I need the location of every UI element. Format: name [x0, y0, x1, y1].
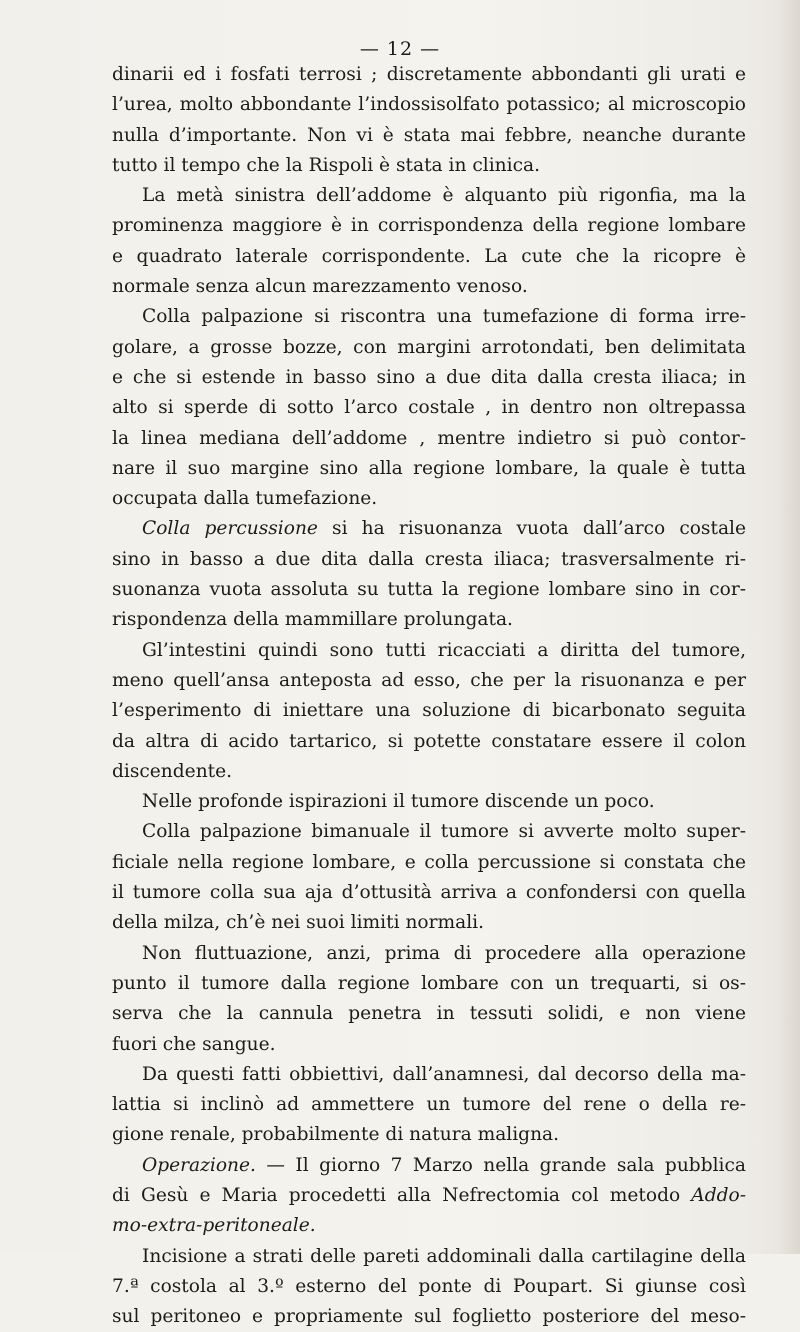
text-line: [112, 999, 746, 1029]
line-text: golare, a grosse bozze, con margini arrotondati, ben delimitata: [112, 336, 746, 358]
text-line: [112, 1120, 746, 1150]
text-line: [112, 878, 746, 908]
line-text: della milza, ch’è nei suoi limiti normali.: [112, 912, 485, 934]
line-text: — Il giorno 7 Marzo nella grande sala pubblica: [255, 1154, 746, 1176]
text-line: [112, 424, 746, 454]
line-text: dinarii ed i fosfati terrosi ; discretamente abbondanti gli urati e: [112, 64, 746, 85]
line-text: rispondenza della mammillare prolungata.: [112, 609, 513, 631]
text-line: [112, 1211, 746, 1241]
text-line: [112, 757, 746, 787]
text-line: [112, 60, 746, 90]
line-text: suonanza vuota assoluta su tutta la regione lombare sino in cor-: [112, 579, 746, 601]
line-text: alto si sperde di sotto l’arco costale , in dentro non oltrepassa: [112, 397, 746, 419]
line-text: nulla d’importante. Non vi è stata mai febbre, neanche durante: [112, 124, 746, 146]
text-line: [112, 211, 746, 241]
line-text: la linea mediana dell’addome , mentre indietro si può contor-: [112, 427, 746, 449]
italic-text: mo-extra-peritoneale.: [112, 1215, 316, 1237]
line-text: tutto il tempo che la Rispoli è stata in clinica.: [112, 154, 541, 176]
line-text: prominenza maggiore è in corrispondenza della regione lombare: [112, 215, 746, 237]
text-line: [112, 242, 746, 272]
line-text: fuori che sangue.: [112, 1033, 276, 1055]
italic-text: Colla percussione: [142, 518, 318, 540]
text-line: [112, 90, 746, 120]
line-text: sino in basso a due dita dalla cresta iliaca; trasversalmente ri-: [112, 548, 746, 570]
line-text: ficiale nella regione lombare, e colla percussione si constata che: [112, 851, 746, 873]
line-text: La metà sinistra dell’addome è alquanto più rigonfia, ma la: [142, 185, 746, 207]
text-line: [112, 575, 746, 605]
text-line: [112, 605, 746, 635]
text-line: [112, 545, 746, 575]
line-text: 7.ª costola al 3.º esterno del ponte di Poupart. Si giunse così: [112, 1275, 746, 1297]
line-text: occupata dalla tumefazione.: [112, 488, 378, 510]
text-line: [112, 151, 746, 181]
body-text: [112, 60, 746, 1332]
line-text: punto il tumore dalla regione lombare con un trequarti, si os-: [112, 972, 746, 994]
line-text: Nelle profonde ispirazioni il tumore discende un poco.: [142, 791, 655, 813]
text-line: [112, 908, 746, 938]
page-edge-shadow: [778, 0, 800, 1254]
line-text: Da questi fatti obbiettivi, dall’anamnesi, dal decorso della ma-: [142, 1063, 746, 1085]
text-line: [112, 272, 746, 302]
text-line: [112, 302, 746, 332]
line-text: da altra di acido tartarico, si potette constatare essere il colon: [112, 730, 746, 752]
text-line: [112, 727, 746, 757]
text-line: [112, 696, 746, 726]
text-line: [112, 181, 746, 211]
line-text: il tumore colla sua aja d’ottusità arriva a confondersi con quella: [112, 882, 746, 904]
text-line: [112, 1302, 746, 1332]
text-line: [112, 363, 746, 393]
text-line: [112, 1242, 746, 1272]
text-line: [112, 1030, 746, 1060]
page-number: — 12 —: [359, 38, 441, 60]
line-text: e quadrato laterale corrispondente. La cute che la ricopre è: [112, 245, 746, 267]
text-line: [112, 1181, 746, 1211]
line-text: Incisione a strati delle pareti addominali dalla cartilagine della: [142, 1245, 746, 1267]
line-text: gione renale, probabilmente di natura maligna.: [112, 1124, 560, 1146]
text-line: [112, 848, 746, 878]
line-text: normale senza alcun marezzamento venoso.: [112, 276, 528, 298]
text-line: [112, 454, 746, 484]
text-line: [112, 393, 746, 423]
text-line: [112, 1272, 746, 1302]
text-line: [112, 514, 746, 544]
line-text: Gl’intestini quindi sono tutti ricacciati a diritta del tumore,: [142, 639, 746, 661]
text-line: [112, 1090, 746, 1120]
line-text: Colla palpazione bimanuale il tumore si avverte molto super-: [142, 821, 746, 843]
italic-text: Addo-: [691, 1184, 746, 1206]
italic-text: Operazione.: [142, 1154, 256, 1176]
line-text: l’esperimento di iniettare una soluzione di bicarbonato seguita: [112, 700, 746, 722]
text-line: [112, 1060, 746, 1090]
line-text: nare il suo margine sino alla regione lombare, la quale è tutta: [112, 457, 746, 479]
text-line: [112, 484, 746, 514]
line-text: discendente.: [112, 760, 233, 782]
text-line: [112, 787, 746, 817]
line-text: e che si estende in basso sino a due dita dalla cresta iliaca; in: [112, 366, 746, 388]
text-line: [112, 939, 746, 969]
line-text: lattia si inclinò ad ammettere un tumore del rene o della re-: [112, 1094, 746, 1116]
text-line: [112, 121, 746, 151]
text-line: [112, 666, 746, 696]
text-line: [112, 333, 746, 363]
text-line: [112, 1151, 746, 1181]
line-text: meno quell’ansa anteposta ad esso, che per la risuonanza e per: [112, 669, 746, 691]
line-text: di Gesù e Maria procedetti alla Nefrectomia col metodo: [112, 1184, 692, 1206]
text-line: [112, 636, 746, 666]
line-text: sul peritoneo e propriamente sul foglietto posteriore del meso-: [112, 1306, 746, 1328]
text-line: [112, 817, 746, 847]
line-text: Colla palpazione si riscontra una tumefazione di forma irre-: [142, 306, 746, 328]
text-line: [112, 969, 746, 999]
line-text: Non fluttuazione, anzi, prima di procedere alla operazione: [142, 942, 746, 964]
line-text: l’urea, molto abbondante l’indossisolfato potassico; al microscopio: [112, 94, 746, 116]
line-text: si ha risuonanza vuota dall’arco costale: [317, 518, 746, 540]
line-text: serva che la cannula penetra in tessuti solidi, e non viene: [112, 1003, 746, 1025]
